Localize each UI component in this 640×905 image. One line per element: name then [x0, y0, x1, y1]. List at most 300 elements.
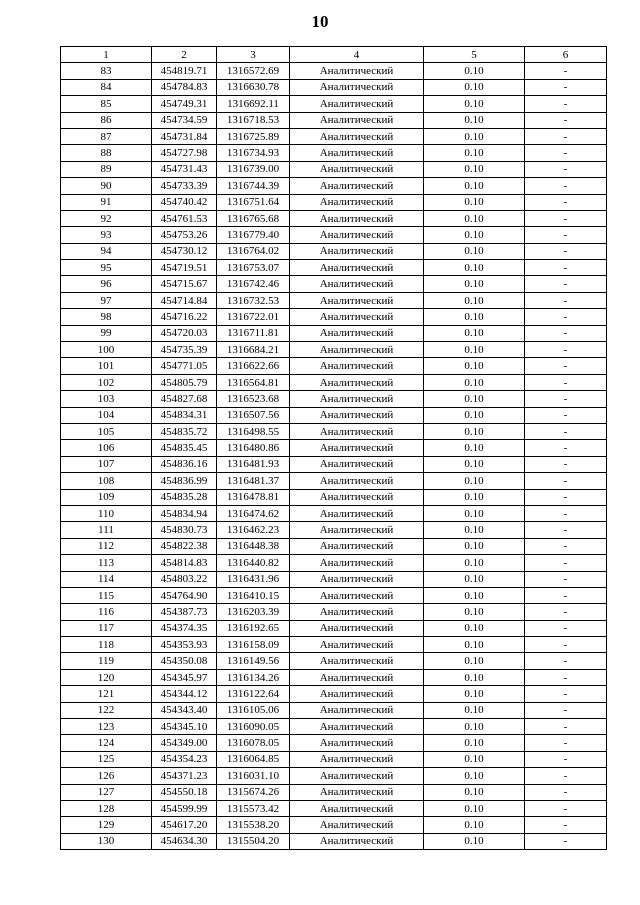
x-coordinate-cell: 454350.08 — [152, 653, 217, 669]
method-cell: Аналитический — [290, 440, 424, 456]
method-cell: Аналитический — [290, 702, 424, 718]
x-coordinate-cell: 454740.42 — [152, 194, 217, 210]
table-row — [61, 784, 607, 800]
y-coordinate-cell: 1316203.39 — [217, 604, 290, 620]
y-coordinate-cell: 1316440.82 — [217, 555, 290, 571]
y-coordinate-cell: 1316751.64 — [217, 194, 290, 210]
note-cell: - — [525, 161, 607, 177]
table-row — [61, 210, 607, 226]
x-coordinate-cell: 454715.67 — [152, 276, 217, 292]
accuracy-cell: 0.10 — [424, 128, 525, 144]
note-cell: - — [525, 358, 607, 374]
point-number-cell: 113 — [61, 555, 152, 571]
point-number-cell: 92 — [61, 210, 152, 226]
x-coordinate-cell: 454371.23 — [152, 768, 217, 784]
accuracy-cell: 0.10 — [424, 342, 525, 358]
table-row — [61, 440, 607, 456]
x-coordinate-cell: 454836.16 — [152, 456, 217, 472]
table-row — [61, 538, 607, 554]
method-cell: Аналитический — [290, 342, 424, 358]
y-coordinate-cell: 1316158.09 — [217, 637, 290, 653]
x-coordinate-cell: 454731.43 — [152, 161, 217, 177]
y-coordinate-cell: 1316410.15 — [217, 587, 290, 603]
accuracy-cell: 0.10 — [424, 833, 525, 849]
x-coordinate-cell: 454819.71 — [152, 63, 217, 79]
table-row — [61, 505, 607, 521]
method-cell: Аналитический — [290, 620, 424, 636]
x-coordinate-cell: 454835.28 — [152, 489, 217, 505]
x-coordinate-cell: 454345.10 — [152, 719, 217, 735]
note-cell: - — [525, 522, 607, 538]
method-cell: Аналитический — [290, 112, 424, 128]
y-coordinate-cell: 1316431.96 — [217, 571, 290, 587]
table-row — [61, 194, 607, 210]
accuracy-cell: 0.10 — [424, 407, 525, 423]
note-cell: - — [525, 555, 607, 571]
y-coordinate-cell: 1316498.55 — [217, 423, 290, 439]
note-cell: - — [525, 620, 607, 636]
y-coordinate-cell: 1316732.53 — [217, 292, 290, 308]
method-cell: Аналитический — [290, 473, 424, 489]
point-number-cell: 108 — [61, 473, 152, 489]
point-number-cell: 129 — [61, 817, 152, 833]
note-cell: - — [525, 719, 607, 735]
table-row — [61, 817, 607, 833]
y-coordinate-cell: 1315573.42 — [217, 800, 290, 816]
accuracy-cell: 0.10 — [424, 800, 525, 816]
header-row — [61, 47, 607, 63]
x-coordinate-cell: 454343.40 — [152, 702, 217, 718]
x-coordinate-cell: 454834.94 — [152, 505, 217, 521]
accuracy-cell: 0.10 — [424, 489, 525, 505]
table-row — [61, 489, 607, 505]
note-cell: - — [525, 227, 607, 243]
method-cell: Аналитический — [290, 686, 424, 702]
note-cell: - — [525, 128, 607, 144]
y-coordinate-cell: 1315674.26 — [217, 784, 290, 800]
note-cell: - — [525, 800, 607, 816]
y-coordinate-cell: 1316734.93 — [217, 145, 290, 161]
point-number-cell: 91 — [61, 194, 152, 210]
point-number-cell: 117 — [61, 620, 152, 636]
point-number-cell: 109 — [61, 489, 152, 505]
method-cell: Аналитический — [290, 784, 424, 800]
point-number-cell: 96 — [61, 276, 152, 292]
note-cell: - — [525, 194, 607, 210]
x-coordinate-cell: 454784.83 — [152, 79, 217, 95]
point-number-cell: 116 — [61, 604, 152, 620]
point-number-cell: 90 — [61, 178, 152, 194]
method-cell: Аналитический — [290, 571, 424, 587]
table-row — [61, 473, 607, 489]
x-coordinate-cell: 454727.98 — [152, 145, 217, 161]
y-coordinate-cell: 1316478.81 — [217, 489, 290, 505]
note-cell: - — [525, 210, 607, 226]
header-cell-1: 1 — [61, 47, 152, 63]
note-cell: - — [525, 686, 607, 702]
note-cell: - — [525, 292, 607, 308]
y-coordinate-cell: 1316779.40 — [217, 227, 290, 243]
note-cell: - — [525, 145, 607, 161]
accuracy-cell: 0.10 — [424, 702, 525, 718]
x-coordinate-cell: 454716.22 — [152, 309, 217, 325]
note-cell: - — [525, 489, 607, 505]
y-coordinate-cell: 1316753.07 — [217, 260, 290, 276]
note-cell: - — [525, 784, 607, 800]
point-number-cell: 95 — [61, 260, 152, 276]
note-cell: - — [525, 260, 607, 276]
note-cell: - — [525, 817, 607, 833]
accuracy-cell: 0.10 — [424, 669, 525, 685]
accuracy-cell: 0.10 — [424, 112, 525, 128]
table-row — [61, 358, 607, 374]
note-cell: - — [525, 768, 607, 784]
method-cell: Аналитический — [290, 325, 424, 341]
point-number-cell: 83 — [61, 63, 152, 79]
y-coordinate-cell: 1316564.81 — [217, 374, 290, 390]
accuracy-cell: 0.10 — [424, 768, 525, 784]
method-cell: Аналитический — [290, 719, 424, 735]
note-cell: - — [525, 112, 607, 128]
x-coordinate-cell: 454749.31 — [152, 96, 217, 112]
note-cell: - — [525, 391, 607, 407]
x-coordinate-cell: 454814.83 — [152, 555, 217, 571]
table-row — [61, 112, 607, 128]
note-cell: - — [525, 702, 607, 718]
table-row — [61, 800, 607, 816]
y-coordinate-cell: 1316031.10 — [217, 768, 290, 784]
y-coordinate-cell: 1316122.64 — [217, 686, 290, 702]
y-coordinate-cell: 1315538.20 — [217, 817, 290, 833]
y-coordinate-cell: 1316481.37 — [217, 473, 290, 489]
point-number-cell: 104 — [61, 407, 152, 423]
note-cell: - — [525, 325, 607, 341]
x-coordinate-cell: 454345.97 — [152, 669, 217, 685]
y-coordinate-cell: 1316481.93 — [217, 456, 290, 472]
point-number-cell: 89 — [61, 161, 152, 177]
point-number-cell: 120 — [61, 669, 152, 685]
y-coordinate-cell: 1316507.56 — [217, 407, 290, 423]
point-number-cell: 98 — [61, 309, 152, 325]
method-cell: Аналитический — [290, 489, 424, 505]
method-cell: Аналитический — [290, 555, 424, 571]
table-row — [61, 669, 607, 685]
point-number-cell: 119 — [61, 653, 152, 669]
y-coordinate-cell: 1316722.01 — [217, 309, 290, 325]
x-coordinate-cell: 454836.99 — [152, 473, 217, 489]
method-cell: Аналитический — [290, 669, 424, 685]
method-cell: Аналитический — [290, 374, 424, 390]
table-row — [61, 161, 607, 177]
method-cell: Аналитический — [290, 538, 424, 554]
point-number-cell: 130 — [61, 833, 152, 849]
point-number-cell: 110 — [61, 505, 152, 521]
method-cell: Аналитический — [290, 309, 424, 325]
table-row — [61, 96, 607, 112]
table-row — [61, 374, 607, 390]
method-cell: Аналитический — [290, 587, 424, 603]
table-row — [61, 227, 607, 243]
point-number-cell: 126 — [61, 768, 152, 784]
y-coordinate-cell: 1316764.02 — [217, 243, 290, 259]
accuracy-cell: 0.10 — [424, 161, 525, 177]
method-cell: Аналитический — [290, 604, 424, 620]
point-number-cell: 101 — [61, 358, 152, 374]
point-number-cell: 121 — [61, 686, 152, 702]
accuracy-cell: 0.10 — [424, 210, 525, 226]
method-cell: Аналитический — [290, 145, 424, 161]
point-number-cell: 97 — [61, 292, 152, 308]
accuracy-cell: 0.10 — [424, 784, 525, 800]
accuracy-cell: 0.10 — [424, 653, 525, 669]
table-row — [61, 719, 607, 735]
y-coordinate-cell: 1316090.05 — [217, 719, 290, 735]
note-cell: - — [525, 440, 607, 456]
table-row — [61, 702, 607, 718]
table-row — [61, 145, 607, 161]
method-cell: Аналитический — [290, 456, 424, 472]
point-number-cell: 86 — [61, 112, 152, 128]
x-coordinate-cell: 454349.00 — [152, 735, 217, 751]
accuracy-cell: 0.10 — [424, 227, 525, 243]
note-cell: - — [525, 473, 607, 489]
x-coordinate-cell: 454835.45 — [152, 440, 217, 456]
table-row — [61, 342, 607, 358]
y-coordinate-cell: 1316630.78 — [217, 79, 290, 95]
accuracy-cell: 0.10 — [424, 243, 525, 259]
table-row — [61, 391, 607, 407]
note-cell: - — [525, 833, 607, 849]
x-coordinate-cell: 454735.39 — [152, 342, 217, 358]
y-coordinate-cell: 1316523.68 — [217, 391, 290, 407]
x-coordinate-cell: 454550.18 — [152, 784, 217, 800]
accuracy-cell: 0.10 — [424, 145, 525, 161]
note-cell: - — [525, 276, 607, 292]
accuracy-cell: 0.10 — [424, 538, 525, 554]
method-cell: Аналитический — [290, 63, 424, 79]
table-header — [61, 47, 607, 63]
method-cell: Аналитический — [290, 227, 424, 243]
table-row — [61, 260, 607, 276]
x-coordinate-cell: 454353.93 — [152, 637, 217, 653]
x-coordinate-cell: 454827.68 — [152, 391, 217, 407]
table-row — [61, 325, 607, 341]
point-number-cell: 105 — [61, 423, 152, 439]
x-coordinate-cell: 454634.30 — [152, 833, 217, 849]
table-row — [61, 555, 607, 571]
accuracy-cell: 0.10 — [424, 391, 525, 407]
x-coordinate-cell: 454733.39 — [152, 178, 217, 194]
method-cell: Аналитический — [290, 161, 424, 177]
method-cell: Аналитический — [290, 391, 424, 407]
table-row — [61, 292, 607, 308]
note-cell: - — [525, 96, 607, 112]
accuracy-cell: 0.10 — [424, 309, 525, 325]
method-cell: Аналитический — [290, 243, 424, 259]
note-cell: - — [525, 669, 607, 685]
point-number-cell: 102 — [61, 374, 152, 390]
x-coordinate-cell: 454761.53 — [152, 210, 217, 226]
method-cell: Аналитический — [290, 505, 424, 521]
accuracy-cell: 0.10 — [424, 325, 525, 341]
x-coordinate-cell: 454387.73 — [152, 604, 217, 620]
note-cell: - — [525, 653, 607, 669]
x-coordinate-cell: 454764.90 — [152, 587, 217, 603]
method-cell: Аналитический — [290, 194, 424, 210]
y-coordinate-cell: 1316744.39 — [217, 178, 290, 194]
point-number-cell: 128 — [61, 800, 152, 816]
note-cell: - — [525, 751, 607, 767]
note-cell: - — [525, 79, 607, 95]
accuracy-cell: 0.10 — [424, 505, 525, 521]
method-cell: Аналитический — [290, 735, 424, 751]
table-row — [61, 637, 607, 653]
point-number-cell: 114 — [61, 571, 152, 587]
note-cell: - — [525, 178, 607, 194]
accuracy-cell: 0.10 — [424, 194, 525, 210]
method-cell: Аналитический — [290, 358, 424, 374]
x-coordinate-cell: 454720.03 — [152, 325, 217, 341]
x-coordinate-cell: 454617.20 — [152, 817, 217, 833]
method-cell: Аналитический — [290, 260, 424, 276]
accuracy-cell: 0.10 — [424, 260, 525, 276]
method-cell: Аналитический — [290, 79, 424, 95]
y-coordinate-cell: 1316692.11 — [217, 96, 290, 112]
table-row — [61, 276, 607, 292]
point-number-cell: 87 — [61, 128, 152, 144]
x-coordinate-cell: 454753.26 — [152, 227, 217, 243]
table-row — [61, 423, 607, 439]
note-cell: - — [525, 309, 607, 325]
point-number-cell: 124 — [61, 735, 152, 751]
table-row — [61, 653, 607, 669]
method-cell: Аналитический — [290, 637, 424, 653]
accuracy-cell: 0.10 — [424, 637, 525, 653]
table-row — [61, 571, 607, 587]
x-coordinate-cell: 454803.22 — [152, 571, 217, 587]
x-coordinate-cell: 454805.79 — [152, 374, 217, 390]
point-number-cell: 122 — [61, 702, 152, 718]
coordinates-table — [60, 46, 607, 850]
method-cell: Аналитический — [290, 751, 424, 767]
note-cell: - — [525, 423, 607, 439]
point-number-cell: 125 — [61, 751, 152, 767]
point-number-cell: 103 — [61, 391, 152, 407]
accuracy-cell: 0.10 — [424, 178, 525, 194]
point-number-cell: 85 — [61, 96, 152, 112]
x-coordinate-cell: 454834.31 — [152, 407, 217, 423]
method-cell: Аналитический — [290, 276, 424, 292]
note-cell: - — [525, 456, 607, 472]
x-coordinate-cell: 454835.72 — [152, 423, 217, 439]
method-cell: Аналитический — [290, 817, 424, 833]
point-number-cell: 94 — [61, 243, 152, 259]
table-row — [61, 128, 607, 144]
y-coordinate-cell: 1315504.20 — [217, 833, 290, 849]
table-row — [61, 587, 607, 603]
accuracy-cell: 0.10 — [424, 456, 525, 472]
x-coordinate-cell: 454344.12 — [152, 686, 217, 702]
accuracy-cell: 0.10 — [424, 63, 525, 79]
y-coordinate-cell: 1316725.89 — [217, 128, 290, 144]
accuracy-cell: 0.10 — [424, 374, 525, 390]
page-number: 10 — [311, 12, 329, 31]
x-coordinate-cell: 454731.84 — [152, 128, 217, 144]
note-cell: - — [525, 374, 607, 390]
x-coordinate-cell: 454830.73 — [152, 522, 217, 538]
y-coordinate-cell: 1316684.21 — [217, 342, 290, 358]
table-row — [61, 309, 607, 325]
y-coordinate-cell: 1316064.85 — [217, 751, 290, 767]
note-cell: - — [525, 604, 607, 620]
x-coordinate-cell: 454730.12 — [152, 243, 217, 259]
point-number-cell: 93 — [61, 227, 152, 243]
accuracy-cell: 0.10 — [424, 620, 525, 636]
note-cell: - — [525, 735, 607, 751]
table-row — [61, 620, 607, 636]
y-coordinate-cell: 1316134.26 — [217, 669, 290, 685]
accuracy-cell: 0.10 — [424, 473, 525, 489]
note-cell: - — [525, 342, 607, 358]
x-coordinate-cell: 454719.51 — [152, 260, 217, 276]
accuracy-cell: 0.10 — [424, 276, 525, 292]
x-coordinate-cell: 454734.59 — [152, 112, 217, 128]
table-row — [61, 833, 607, 849]
y-coordinate-cell: 1316149.56 — [217, 653, 290, 669]
point-number-cell: 115 — [61, 587, 152, 603]
y-coordinate-cell: 1316622.66 — [217, 358, 290, 374]
table-row — [61, 178, 607, 194]
table-row — [61, 751, 607, 767]
accuracy-cell: 0.10 — [424, 571, 525, 587]
point-number-cell: 88 — [61, 145, 152, 161]
accuracy-cell: 0.10 — [424, 686, 525, 702]
x-coordinate-cell: 454354.23 — [152, 751, 217, 767]
y-coordinate-cell: 1316448.38 — [217, 538, 290, 554]
y-coordinate-cell: 1316718.53 — [217, 112, 290, 128]
y-coordinate-cell: 1316711.81 — [217, 325, 290, 341]
y-coordinate-cell: 1316742.46 — [217, 276, 290, 292]
y-coordinate-cell: 1316474.62 — [217, 505, 290, 521]
accuracy-cell: 0.10 — [424, 817, 525, 833]
note-cell: - — [525, 587, 607, 603]
method-cell: Аналитический — [290, 833, 424, 849]
accuracy-cell: 0.10 — [424, 358, 525, 374]
point-number-cell: 84 — [61, 79, 152, 95]
table-row — [61, 456, 607, 472]
table-row — [61, 63, 607, 79]
y-coordinate-cell: 1316765.68 — [217, 210, 290, 226]
point-number-cell: 111 — [61, 522, 152, 538]
note-cell: - — [525, 637, 607, 653]
note-cell: - — [525, 243, 607, 259]
method-cell: Аналитический — [290, 423, 424, 439]
accuracy-cell: 0.10 — [424, 719, 525, 735]
accuracy-cell: 0.10 — [424, 735, 525, 751]
method-cell: Аналитический — [290, 407, 424, 423]
accuracy-cell: 0.10 — [424, 96, 525, 112]
header-cell-2: 2 — [152, 47, 217, 63]
table-row — [61, 522, 607, 538]
point-number-cell: 118 — [61, 637, 152, 653]
method-cell: Аналитический — [290, 96, 424, 112]
method-cell: Аналитический — [290, 800, 424, 816]
header-cell-4: 4 — [290, 47, 424, 63]
point-number-cell: 99 — [61, 325, 152, 341]
point-number-cell: 123 — [61, 719, 152, 735]
accuracy-cell: 0.10 — [424, 587, 525, 603]
table-row — [61, 686, 607, 702]
